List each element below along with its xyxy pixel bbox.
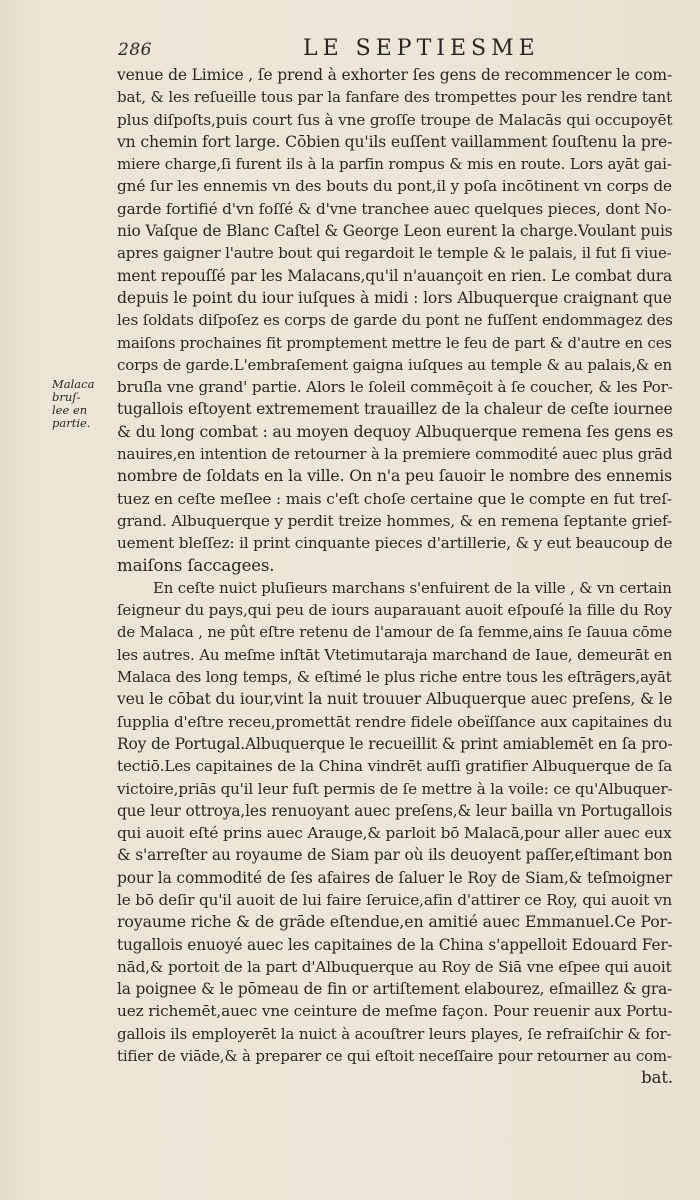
text-line: pour la commodité de ſes afaires de ſaluer le Roy de Siam,& teſmoigner — [117, 868, 673, 887]
text-line: apres gaigner l'autre bout qui regardoit le temple & le palais, il fut ſi viue- — [117, 244, 672, 263]
text-line: victoire,priās qu'il leur fuſt permis de ſe mettre à la voile: ce qu'Albuquer- — [117, 779, 673, 798]
page-number: 286 — [118, 40, 152, 60]
text-line: & du long combat : au moyen dequoy Albuquerque remena ſes gens es — [117, 421, 674, 441]
text-line: nombre de ſoldats en la ville. On n'a peu ſauoir le nombre des ennemis — [117, 466, 673, 486]
text-line: garde fortifié d'vn foſſé & d'vne tranchee auec quelques pieces, dont No- — [117, 199, 672, 218]
body-text — [117, 64, 673, 1090]
text-line: la poignee & le pōmeau de fin or artiſtement elabourez, eſmaillez & gra- — [117, 980, 673, 999]
text-line: que leur ottroya,les renuoyant auec preſens,& leur bailla vn Portugallois — [117, 801, 673, 820]
text-line: bat, & les reſueille tous par la fanfare des trompettes pour les rendre tant — [117, 88, 672, 107]
text-line: les autres. Au meſme inſtāt Vtetimutaraja marchand de Iaue, demeurāt en — [117, 645, 673, 664]
text-line: nauires,en intention de retourner à la premiere commodité auec plus grād — [117, 445, 673, 464]
text-line: Malaca des long temps, & eſtimé le plus riche entre tous les eſtrāgers,ayāt — [117, 668, 672, 687]
text-line: qui auoit eſté prins auec Arauge,& parloit bō Malacā,pour aller auec eux — [117, 824, 672, 843]
text-line: corps de garde.L'embraſement gaigna iuſques au temple & au palais,& en — [117, 355, 673, 374]
text-line: depuis le point du iour iuſques à midi : lors Albuquerque craignant que — [117, 287, 672, 307]
text-line: Roy de Portugal.Albuquerque le recueillit & print amiablemēt en ſa pro- — [117, 734, 673, 753]
text-line: nio Vaſque de Blanc Caſtel & George Leon eurent la charge.Voulant puis — [117, 222, 673, 241]
text-line: ſupplia d'eſtre receu,promettāt rendre fidele obeïſſance aux capitaines du — [117, 712, 673, 731]
text-line: les ſoldats diſpoſez es corps de garde du pont ne fuſſent endommagez des — [117, 311, 673, 330]
text-line: tifier de viāde,& à preparer ce qui eſtoit neceſſaire pour retourner au com- — [117, 1047, 672, 1066]
text-line: maiſons ſaccagees. — [117, 555, 275, 575]
text-line: le bō deſir qu'il auoit de lui faire ſeruice,afin d'attirer ce Roy, qui auoit vn — [117, 890, 673, 909]
text-line: & s'arreſter au royaume de Siam par où ils deuoyent paſſer,eſtimant bon — [117, 846, 673, 865]
text-line: plus diſpoſts,puis court ſus à vne groſſe troupe de Malacās qui occupoyēt — [117, 110, 673, 129]
paragraph-start-line: En ceſte nuict pluſieurs marchans s'enfuirent de la ville , & vn certain — [153, 578, 672, 597]
page-header — [118, 36, 678, 66]
text-line: bruſla vne grand' partie. Alors le ſoleil commēçoit à ſe coucher, & les Por- — [117, 378, 673, 397]
text-line: uement bleſſez: il print cinquante pieces d'artillerie, & y eut beaucoup de — [117, 534, 673, 553]
margin-note-line: lee en partie. — [52, 403, 91, 430]
text-line: tugallois eſtoyent extremement trauaillez de la chaleur de ceſte iournee — [117, 400, 673, 419]
text-line: nād,& portoit de la part d'Albuquerque au Roy de Siā vne eſpee qui auoit — [117, 957, 672, 976]
text-line: maiſons prochaines fit promptement mettre le feu de part & d'autre en ces — [117, 333, 672, 352]
text-line: grand. Albuquerque y perdit treize hommes, & en remena ſeptante grief- — [117, 511, 672, 530]
text-line: uez richemēt,auec vne ceinture de meſme façon. Pour reuenir aux Portu- — [117, 1002, 673, 1021]
text-line: royaume riche & de grāde eſtendue,en amitié auec Emmanuel.Ce Por- — [117, 912, 673, 932]
text-line: venue de Limice , ſe prend à exhorter ſes gens de recommencer le com- — [117, 66, 673, 84]
margin-note — [52, 378, 122, 430]
text-line: tectiō.Les capitaines de la China vindrēt auſſi gratifier Albuquerque de ſa — [117, 757, 673, 776]
text-line: de Malaca , ne pût eſtre retenu de l'amour de ſa femme,ains ſe ſauua cōme — [117, 623, 673, 642]
text-line: ment repouſſé par les Malacans,qu'il n'auançoit en rien. Le combat dura — [117, 266, 673, 285]
margin-note-line: Malaca bruſ- — [52, 377, 95, 404]
text-line: tugallois enuoyé auec les capitaines de la China s'appelloit Edouard Fer- — [117, 935, 673, 954]
text-line: gné ſur les ennemis vn des bouts du pont,il y poſa incōtinent vn corps de — [117, 177, 672, 196]
text-line: vn chemin fort large. Cōbien qu'ils euſſent vaillamment ſouſtenu la pre- — [117, 132, 673, 151]
final-line: bat. — [641, 1068, 673, 1088]
text-line: tuez en ceſte meſlee : mais c'eſt choſe certaine que le compte en fut treſ- — [117, 489, 672, 508]
text-line: gallois ils employerēt la nuict à acouſtrer leurs playes, ſe refraiſchir & for- — [117, 1024, 672, 1043]
text-line: miere charge,ſi furent ils à la parfin rompus & mis en route. Lors ayāt gai- — [117, 155, 672, 174]
text-line: ſeigneur du pays,qui peu de iours auparauant auoit eſpouſé la fille du Roy — [117, 601, 672, 620]
text-line: veu le cōbat du iour,vint la nuit trouuer Albuquerque auec preſens, & le — [117, 690, 673, 709]
running-title: LE SEPTIESME — [303, 36, 540, 61]
